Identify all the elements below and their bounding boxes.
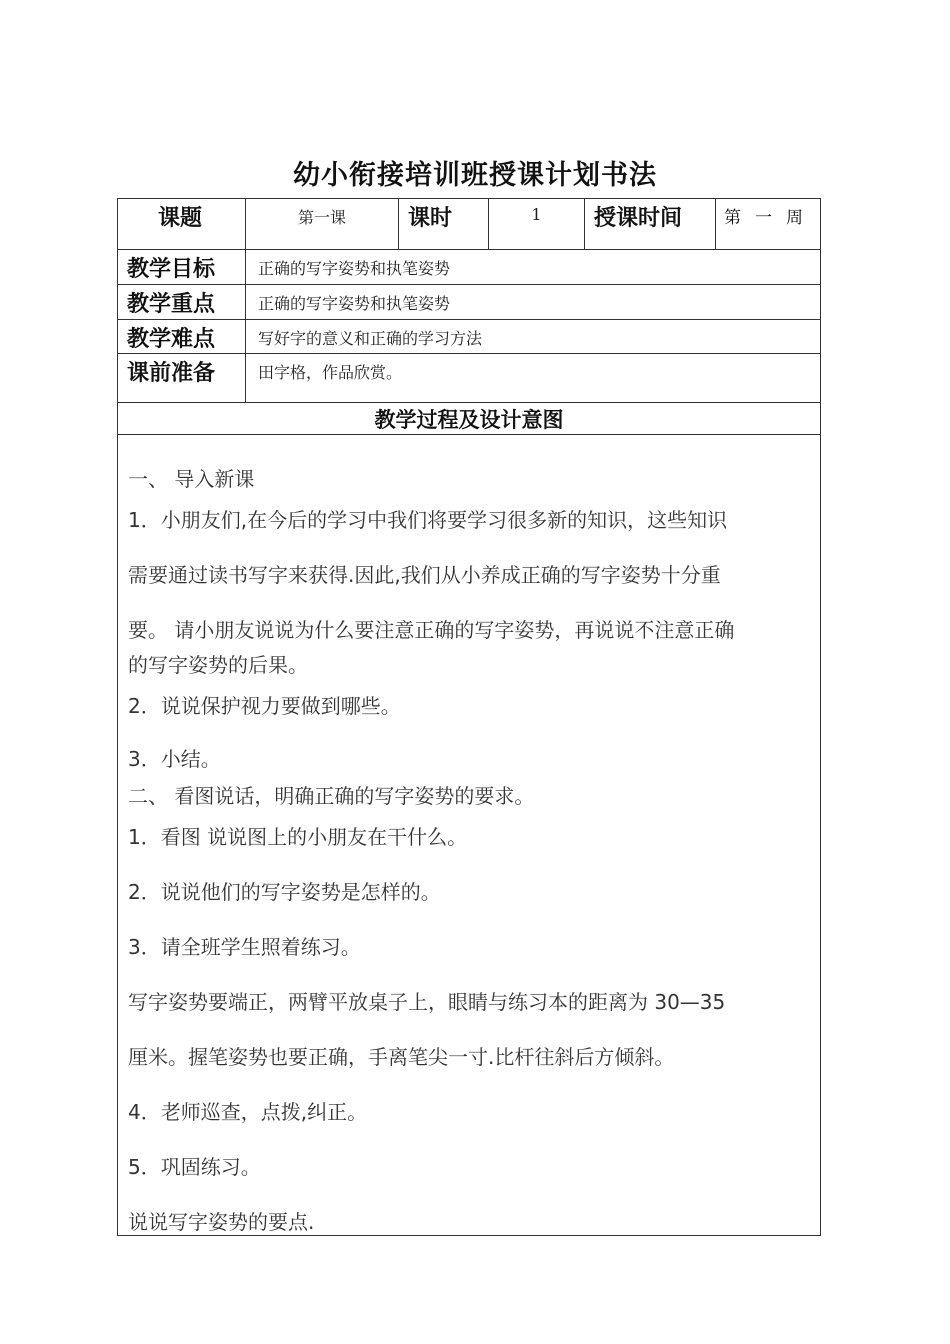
row-label: 教学目标 [118,250,246,285]
time-value: 第一周 [716,199,821,250]
topic-label: 课题 [118,199,246,250]
content-line: 2．说说保护视力要做到哪些。 [128,694,401,718]
time-label: 授课时间 [585,199,716,250]
content-row [118,435,821,1236]
content-line: 说说写字姿势的要点. [128,1210,315,1234]
table-row [118,285,821,320]
content-line: 1．看图 说说图上的小朋友在干什么。 [128,825,468,849]
section-title: 教学过程及设计意图 [118,403,821,435]
content-line: 4．老师巡查，点拨,纠正。 [128,1100,368,1124]
document-title: 幼小衔接培训班授课计划书法 [293,160,657,191]
content-cell [118,435,821,1236]
table-row [118,250,821,285]
row-value: 正确的写字姿势和执笔姿势 [246,285,821,320]
header-row [118,199,821,250]
table-row [118,320,821,354]
content-line: 3．请全班学生照着练习。 [128,935,361,959]
lesson-plan-table [117,198,821,1236]
row-label: 课前准备 [118,354,246,403]
content-line: 2．说说他们的写字姿势是怎样的。 [128,880,441,904]
row-label: 教学难点 [118,320,246,354]
content-line: 写字姿势要端正，两臂平放桌子上，眼睛与练习本的距离为 30—35 [128,990,726,1014]
content-line: 的写字姿势的后果。 [128,653,308,677]
content-line: 3．小结。 [128,747,221,771]
section-row [118,403,821,435]
content-line: 一、 导入新课 [128,467,255,491]
content-line: 5．巩固练习。 [128,1155,261,1179]
row-value: 写好字的意义和正确的学习方法 [246,320,821,354]
hours-label: 课时 [399,199,489,250]
content-body [128,463,810,1235]
topic-value: 第一课 [246,199,399,250]
row-label: 教学重点 [118,285,246,320]
content-line: 厘米。握笔姿势也要正确，手离笔尖一寸.比杆往斜后方倾斜。 [128,1045,675,1069]
hours-value: 1 [489,199,585,250]
content-line: 需要通过读书写字来获得.因此,我们从小养成正确的写字姿势十分重 [128,563,721,587]
table-row [118,354,821,403]
content-line: 1．小朋友们,在今后的学习中我们将要学习很多新的知识，这些知识 [128,508,728,532]
content-line: 要。 请小朋友说说为什么要注意正确的写字姿势，再说说不注意正确 [128,618,735,642]
content-line: 二、 看图说话，明确正确的写字姿势的要求。 [128,784,535,808]
row-value: 田字格，作品欣赏。 [246,354,821,403]
row-value: 正确的写字姿势和执笔姿势 [246,250,821,285]
